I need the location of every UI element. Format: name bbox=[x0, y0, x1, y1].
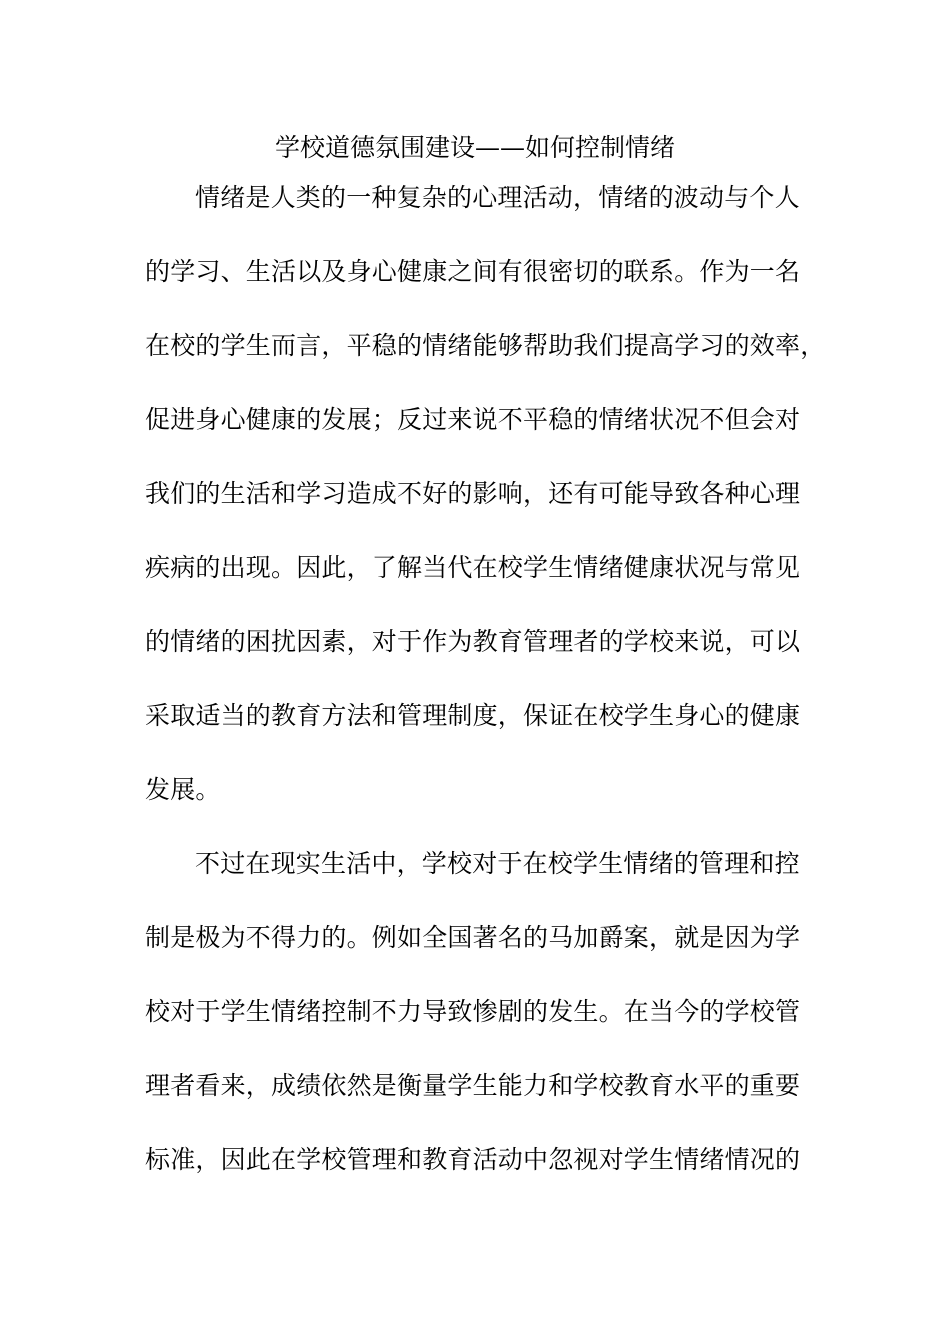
document-title: 学校道德氛围建设——如何控制情绪 bbox=[274, 133, 675, 162]
paragraph-2-line-5: 标准，因此在学校管理和教育活动中忽视对学生情绪情况的 bbox=[145, 1145, 801, 1174]
paragraph-1-line-1: 情绪是人类的一种复杂的心理活动，情绪的波动与个人 bbox=[195, 183, 800, 212]
paragraph-2-line-1: 不过在现实生活中，学校对于在校学生情绪的管理和控 bbox=[195, 849, 800, 878]
paragraph-1-line-8: 采取适当的教育方法和管理制度，保证在校学生身心的健康 bbox=[145, 701, 801, 730]
paragraph-1-line-3: 在校的学生而言，平稳的情绪能够帮助我们提高学习的效率， bbox=[145, 331, 826, 360]
paragraph-2-line-3: 校对于学生情绪控制不力导致惨剧的发生。在当今的学校管 bbox=[145, 997, 801, 1026]
paragraph-1-line-7: 的情绪的困扰因素，对于作为教育管理者的学校来说，可以 bbox=[145, 627, 801, 656]
paragraph-1-line-2: 的学习、生活以及身心健康之间有很密切的联系。作为一名 bbox=[145, 257, 801, 286]
paragraph-1-line-5: 我们的生活和学习造成不好的影响，还有可能导致各种心理 bbox=[145, 479, 801, 508]
paragraph-1-line-9: 发展。 bbox=[145, 775, 221, 804]
paragraph-2-line-4: 理者看来，成绩依然是衡量学生能力和学校教育水平的重要 bbox=[145, 1071, 801, 1100]
paragraph-1-line-4: 促进身心健康的发展；反过来说不平稳的情绪状况不但会对 bbox=[145, 405, 801, 434]
paragraph-2-line-2: 制是极为不得力的。例如全国著名的马加爵案，就是因为学 bbox=[145, 923, 801, 952]
paragraph-1-line-6: 疾病的出现。因此，了解当代在校学生情绪健康状况与常见 bbox=[145, 553, 801, 582]
